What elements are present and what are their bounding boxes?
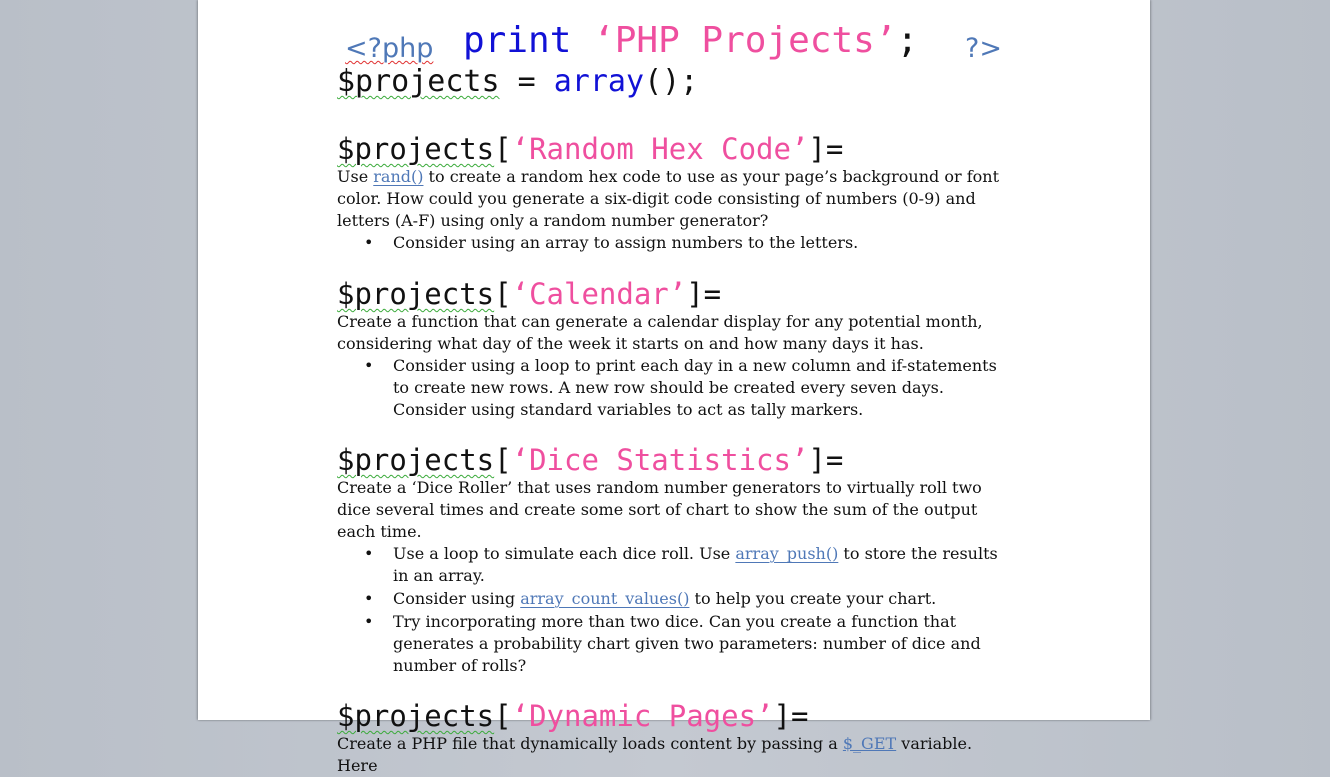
print-keyword: print: [463, 20, 572, 61]
rand-link[interactable]: rand(): [373, 167, 424, 186]
section-calendar: [337, 277, 1017, 421]
php-open-tag: <?php: [345, 33, 434, 64]
section-paragraph: Create a ‘Dice Roller’ that uses random number generators to virtually roll two dice several times and create some sort of chart to show the sum of the output each time.: [337, 478, 982, 541]
bullet-list: [337, 355, 1017, 421]
array-fn: array: [553, 64, 645, 99]
array-var: $projects: [337, 64, 500, 99]
php-close-tag: ?>: [965, 33, 1002, 64]
page-content: [337, 0, 1017, 777]
bullet-icon: •: [364, 544, 374, 563]
title-string: ‘PHP Projects’: [593, 20, 897, 61]
array-push-link[interactable]: array_push(): [735, 544, 839, 563]
array-declaration: [337, 64, 1017, 100]
array-tail: ();: [644, 64, 699, 99]
list-item: • Consider using array_count_values() to help you create your chart.: [364, 589, 937, 608]
title-line: [337, 18, 1017, 64]
section-paragraph: Use rand() to create a random hex code to use as your page’s background or font color. How could you generate a six-digit code consisting of numbers (0-9) and letters (A-F) using only a random number generator?: [337, 167, 1000, 230]
list-item: • Try incorporating more than two dice. Can you create a function that generates a probability chart given two parameters: number of dice and number of rolls?: [364, 612, 981, 675]
section-heading: $projects[‘Dice Statistics’]=: [337, 443, 844, 477]
array-equals: =: [499, 64, 554, 99]
print-statement: [463, 18, 918, 64]
bullet-icon: •: [364, 233, 374, 252]
bullet-icon: •: [364, 589, 374, 608]
section-heading: $projects[‘Dynamic Pages’]=: [337, 699, 809, 733]
section-dynamic-pages: [337, 699, 1017, 777]
semicolon: ;: [896, 20, 919, 61]
get-variable-link[interactable]: $_GET: [842, 734, 897, 753]
list-item: • Consider using an array to assign numbers to the letters.: [364, 233, 859, 252]
bullet-icon: •: [364, 356, 374, 375]
bullet-list: [337, 232, 1017, 254]
section-heading: $projects[‘Calendar’]=: [337, 277, 722, 311]
section-heading: $projects[‘Random Hex Code’]=: [337, 132, 844, 166]
section-dice-statistics: [337, 443, 1017, 677]
list-item: • Consider using a loop to print each day in a new column and if-statements to create new rows. A new row should be created every seven days. Consider using standard variables to act as tally markers.: [364, 356, 997, 419]
bullet-list: [337, 543, 1017, 677]
array-count-values-link[interactable]: array_count_values(): [520, 589, 690, 608]
document-page[interactable]: [198, 0, 1150, 775]
list-item: • Use a loop to simulate each dice roll. Use array_push() to store the results in an array.: [364, 544, 998, 585]
bullet-icon: •: [364, 612, 374, 631]
section-paragraph: Create a PHP file that dynamically loads content by passing a $_GET variable. Here: [337, 734, 973, 775]
section-random-hex: [337, 132, 1017, 254]
section-paragraph: Create a function that can generate a calendar display for any potential month, considering what day of the week it starts on and how many days it has.: [337, 312, 983, 353]
